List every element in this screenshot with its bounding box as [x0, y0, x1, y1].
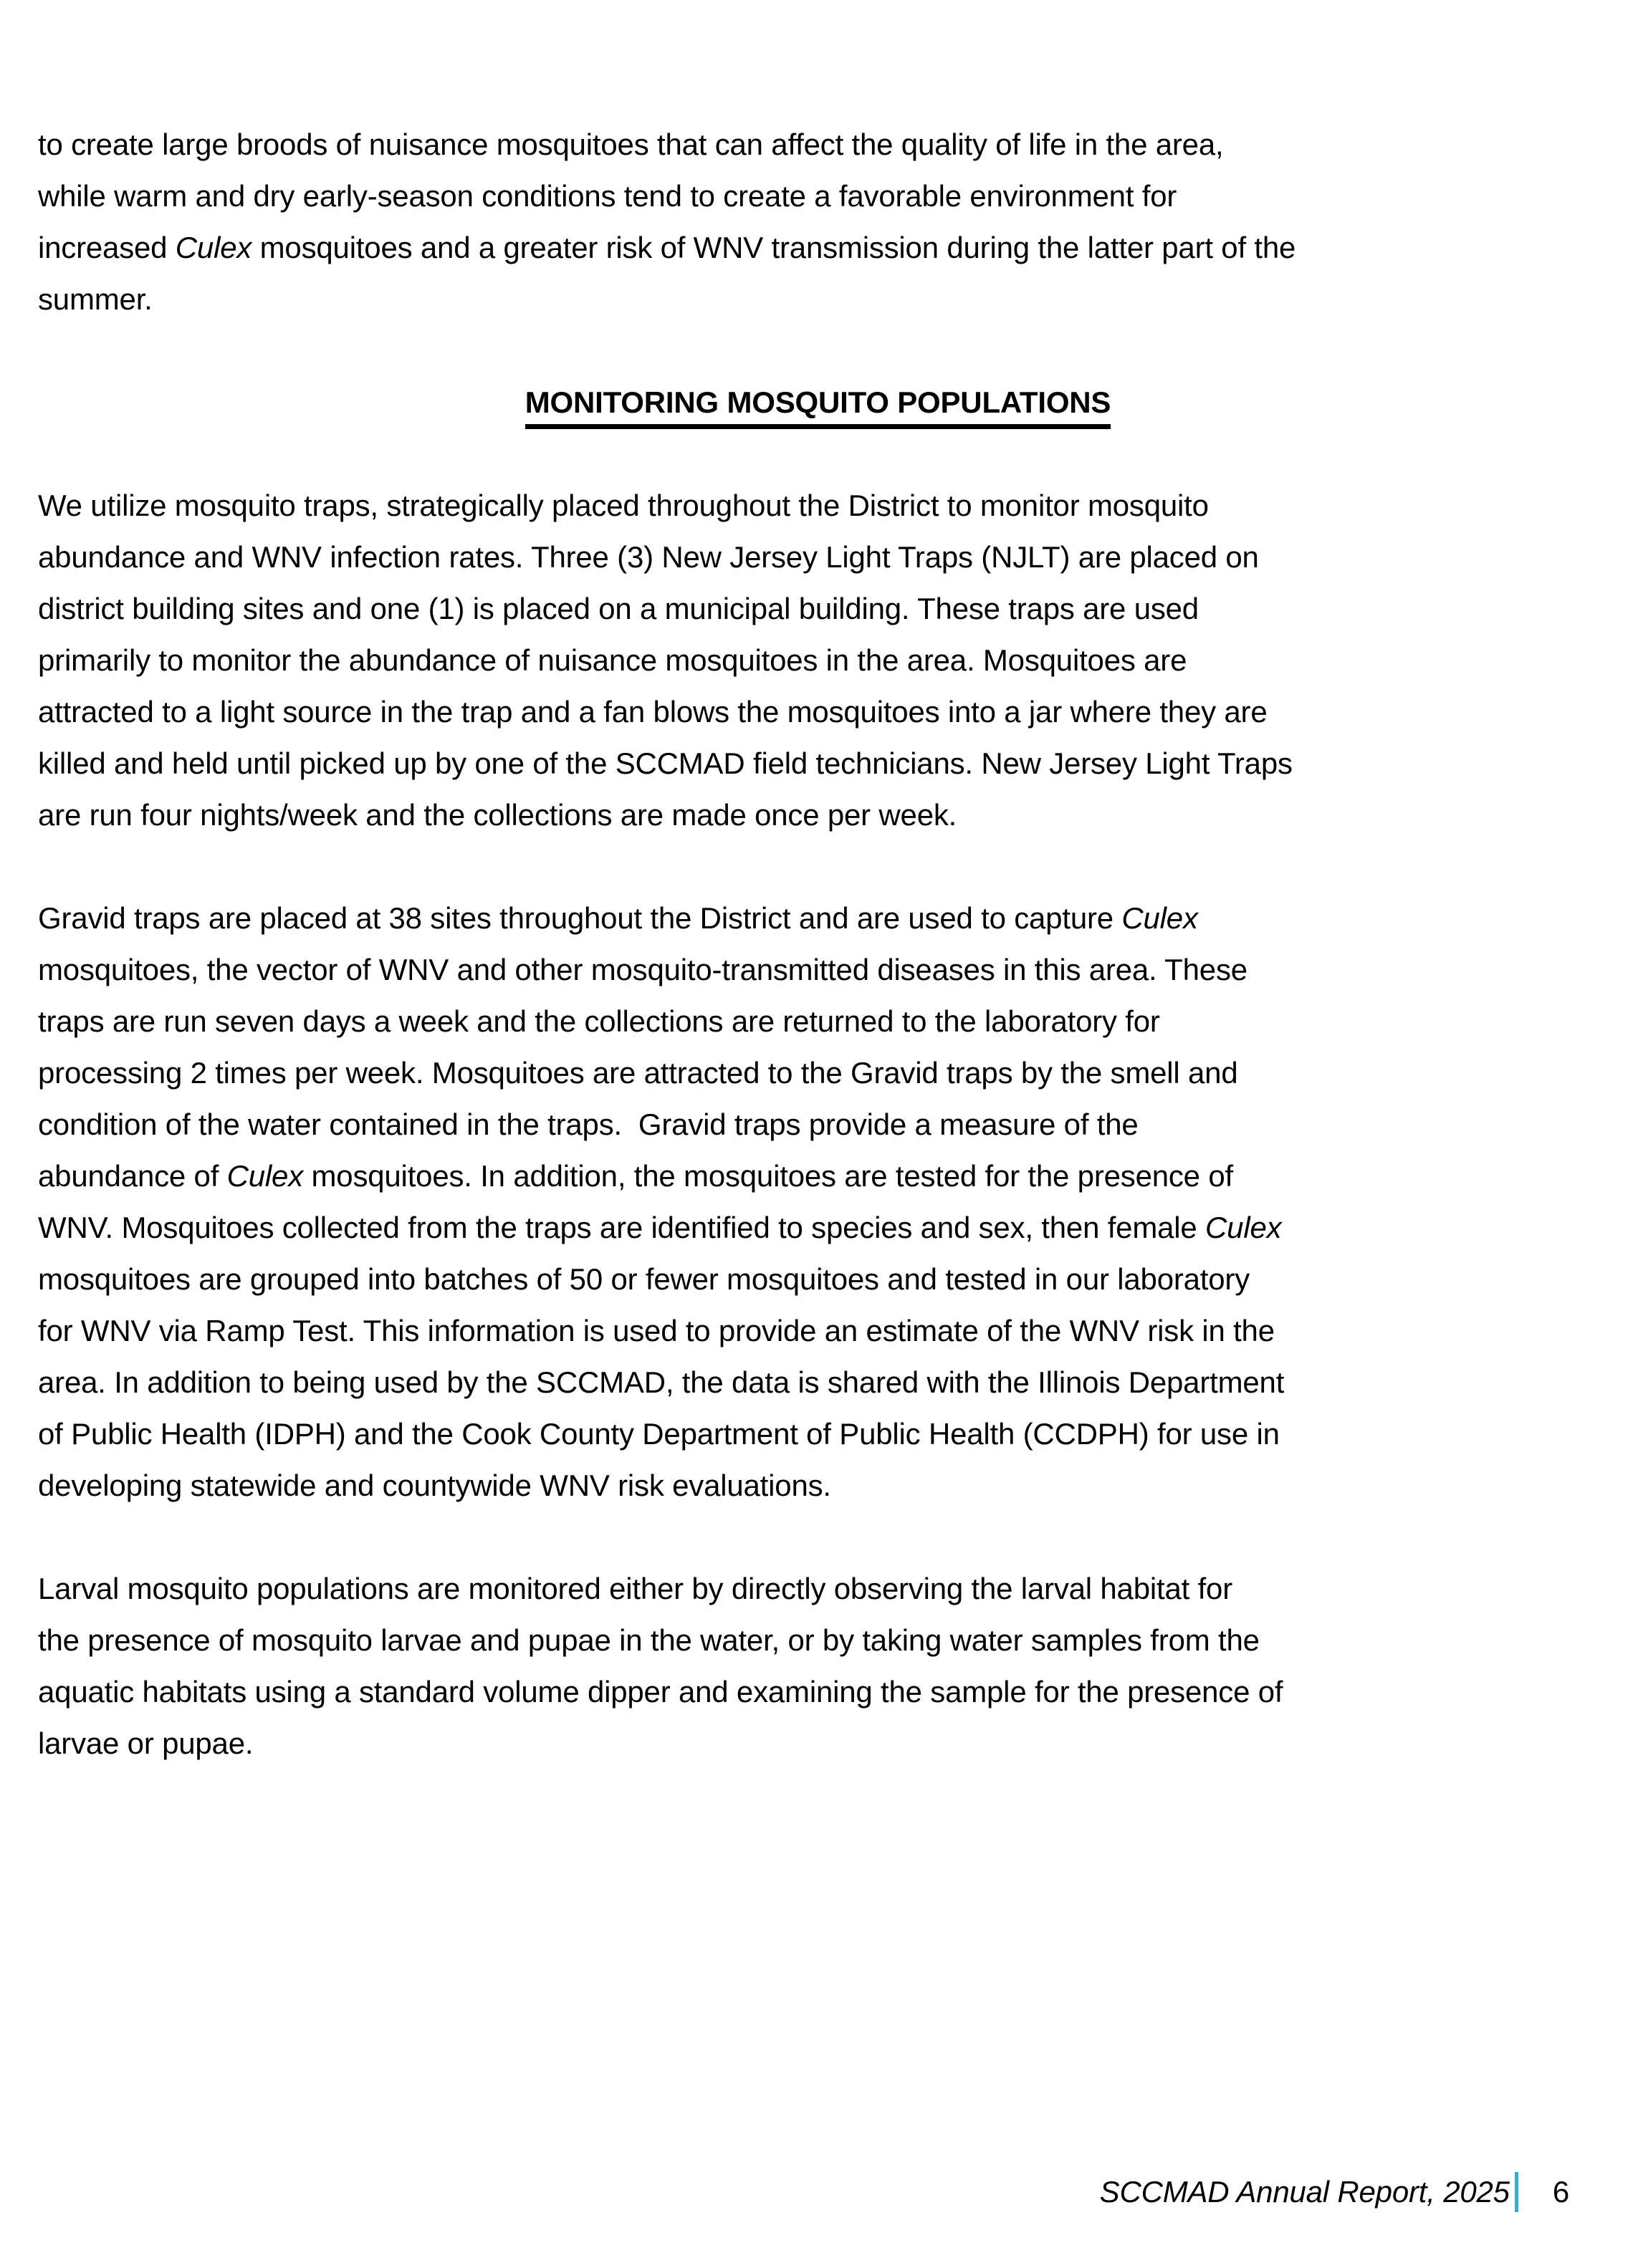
paragraph-light-traps	[38, 480, 1598, 841]
text-line: summer.	[38, 282, 153, 316]
text-line: mosquitoes are grouped into batches of 50 or fewer mosquitoes and tested in our laboratory	[38, 1262, 1250, 1296]
text-line: for WNV via Ramp Test. This information is used to provide an estimate of the WNV risk in the	[38, 1314, 1275, 1347]
text-line: WNV. Mosquitoes collected from the traps are identified to species and sex, then female Culex	[38, 1211, 1282, 1244]
text-line: primarily to monitor the abundance of nuisance mosquitoes in the area. Mosquitoes are	[38, 643, 1187, 677]
text-line: district building sites and one (1) is placed on a municipal building. These traps are used	[38, 592, 1199, 625]
text-line: while warm and dry early-season conditions tend to create a favorable environment for	[38, 179, 1177, 213]
page-content	[38, 119, 1598, 1821]
text-line: traps are run seven days a week and the collections are returned to the laboratory for	[38, 1004, 1160, 1038]
footer-divider	[1515, 2172, 1518, 2212]
text-line: abundance and WNV infection rates. Three (3) New Jersey Light Traps (NJLT) are placed on	[38, 540, 1259, 574]
text-line: condition of the water contained in the traps. Gravid traps provide a measure of the	[38, 1107, 1139, 1141]
text-line: area. In addition to being used by the SCCMAD, the data is shared with the Illinois Department	[38, 1365, 1285, 1399]
footer	[1100, 2166, 1569, 2218]
text-line: processing 2 times per week. Mosquitoes are attracted to the Gravid traps by the smell and	[38, 1056, 1238, 1090]
text-line: of Public Health (IDPH) and the Cook County Department of Public Health (CCDPH) for use in	[38, 1417, 1280, 1451]
text-line: Gravid traps are placed at 38 sites throughout the District and are used to capture Culex	[38, 901, 1198, 935]
text-line: Larval mosquito populations are monitored either by directly observing the larval habitat for	[38, 1572, 1232, 1605]
text-line: killed and held until picked up by one of the SCCMAD field technicians. New Jersey Light Traps	[38, 746, 1293, 780]
text-line: to create large broods of nuisance mosquitoes that can affect the quality of life in the area,	[38, 128, 1224, 161]
text-line: developing statewide and countywide WNV risk evaluations.	[38, 1469, 831, 1502]
text-line: increased Culex mosquitoes and a greater risk of WNV transmission during the latter part of the	[38, 231, 1296, 264]
text-line: mosquitoes, the vector of WNV and other mosquito-transmitted diseases in this area. These	[38, 953, 1247, 986]
paragraph-intro	[38, 119, 1598, 325]
text-line: We utilize mosquito traps, strategically placed throughout the District to monitor mosquito	[38, 489, 1209, 522]
text-line: the presence of mosquito larvae and pupae in the water, or by taking water samples from the	[38, 1623, 1260, 1657]
report-title: SCCMAD Annual Report, 2025	[1099, 2175, 1510, 2209]
paragraph-larval-monitoring	[38, 1563, 1598, 1769]
section-heading: MONITORING MOSQUITO POPULATIONS	[525, 381, 1111, 429]
text-line: larvae or pupae.	[38, 1726, 254, 1760]
text-line: attracted to a light source in the trap and a fan blows the mosquitoes into a jar where they are	[38, 695, 1268, 729]
paragraph-gravid-traps	[38, 893, 1598, 1512]
section-heading-wrap	[38, 377, 1598, 428]
page-number: 6	[1552, 2175, 1569, 2209]
text-line: aquatic habitats using a standard volume dipper and examining the sample for the presence of	[38, 1675, 1283, 1709]
text-line: are run four nights/week and the collections are made once per week.	[38, 798, 957, 832]
text-line: abundance of Culex mosquitoes. In addition, the mosquitoes are tested for the presence of	[38, 1159, 1233, 1193]
